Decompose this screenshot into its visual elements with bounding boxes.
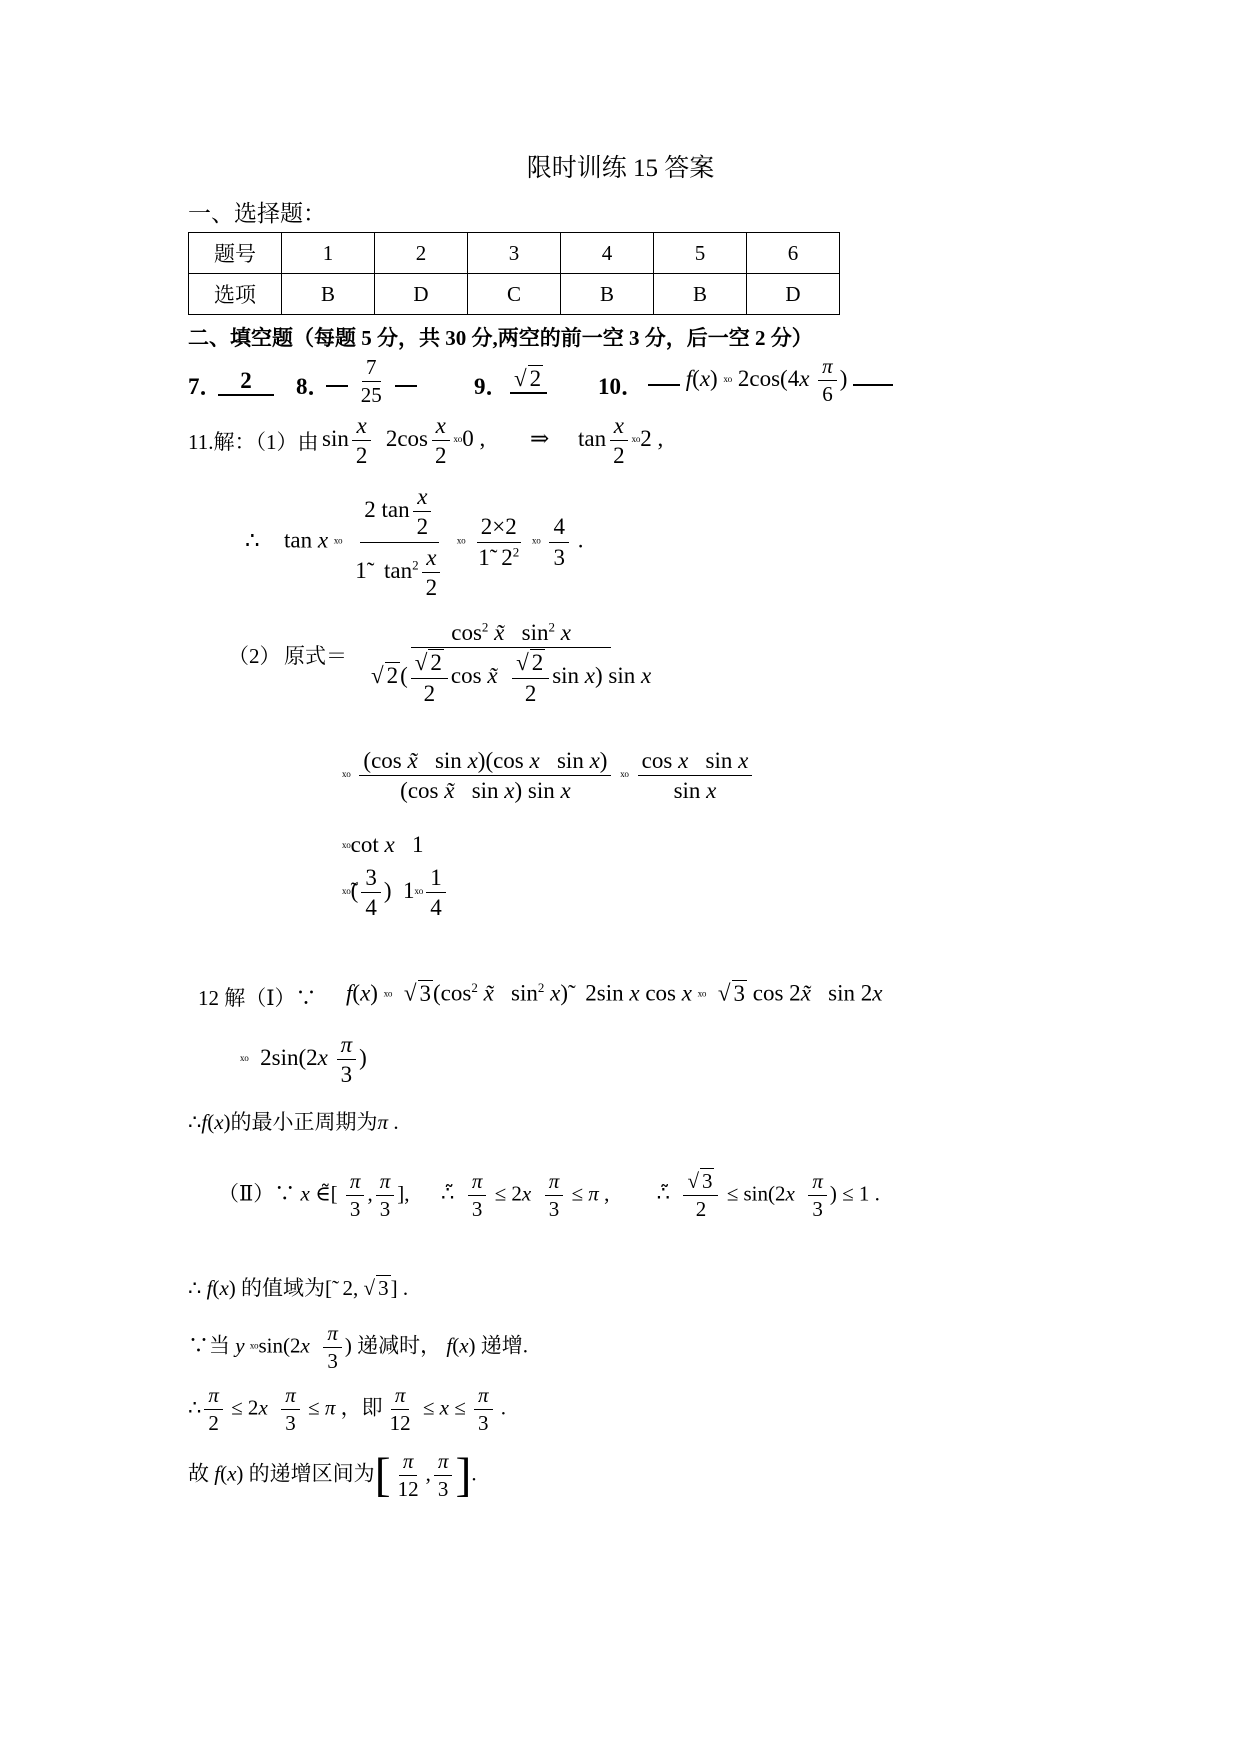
q12-range-x: [1000, 1180, 1001, 1181]
q12-period: ∴f(x)的最小正周期为π .: [188, 1110, 399, 1134]
q11-therefore: ∴: [245, 528, 260, 553]
q10-label: 10．: [598, 374, 644, 399]
q12-mono-mid: 递减时，: [357, 1333, 442, 1358]
table-cell: C: [468, 274, 561, 315]
q12-intro: 12 解（Ⅰ）∵: [198, 986, 317, 1010]
table-cell: D: [375, 274, 468, 315]
q9-label: 9．: [474, 374, 509, 399]
q12-final: 故 f(x) 的递增区间为[ $\frac{\pi}{12}$ , $\frac{\pi}{3}$ ].: [188, 1448, 477, 1502]
q12-ineq-res: [1000, 1394, 1001, 1395]
q12-ineq: ∴ $\frac{\pi}{2}$ ≤ 2x $\frac{\pi}{3}$ ≤ π ，即 $\frac{\pi}{12}$ ≤ x ≤ $\frac{\pi}{3}$ .: [188, 1383, 507, 1436]
q8-answer: [326, 356, 417, 407]
q12-period-mid: 的最小正周期为: [230, 1110, 378, 1134]
q9-value: 2: [529, 366, 542, 391]
q12-period-pre: ∴: [188, 1110, 202, 1134]
q12-mono-pre: ∵当: [188, 1333, 230, 1358]
q12-ineq-expr: [1000, 1390, 1001, 1391]
q9-answer: √ 2: [510, 366, 547, 394]
q12-range-val: [1000, 1280, 1001, 1281]
q12-range-text: 的值域为: [241, 1276, 326, 1300]
q11-intro: 11.解：（1）由: [188, 430, 319, 454]
q11-part2-text: [1000, 640, 1001, 641]
section-choice-heading: 一、选择题：: [188, 201, 326, 226]
q11-part2-label: （2）: [228, 644, 281, 668]
q7-label: 7．: [188, 374, 223, 399]
q12-expr-text: [1000, 990, 1001, 991]
q12-mono-expr: [1000, 1330, 1001, 1331]
table-cell: 1: [282, 233, 375, 274]
q11-tan-expr: tan x ˣᵒ 2 tan $\frac{x}{2}$ 1̃ $\tan^2$ $\frac{x}{2}$ ˣᵒ $\frac{2\times 2}{1̃ 2^2}$ ˣᵒ $\frac{4}{3}$ .: [284, 484, 584, 600]
q12-range-sin: [1000, 1188, 1001, 1189]
q12-part2-label: （Ⅱ）∵: [218, 1181, 296, 1206]
q11-step2-text: [1000, 840, 1001, 841]
q11-step-b: tan $\frac{x}{2}$ ˣᵒ2 ,: [578, 413, 664, 469]
table-cell: 3: [468, 233, 561, 274]
q7-value: 2: [218, 368, 274, 396]
q12-expr2: ˣᵒ 2sin(2x $\frac{\pi}{3}$ ): [240, 1032, 367, 1088]
q11-part2-prefix: 原式＝: [284, 644, 347, 668]
q12-mono: ∵当 y ˣᵒsin(2x $\frac{\pi}{3}$ ) 递减时， f(x) 递增.: [188, 1321, 529, 1374]
q12-final-interval: [1000, 1460, 1001, 1461]
table-cell: 6: [747, 233, 840, 274]
q8-label: 8．: [296, 374, 331, 399]
q11-step3: ˣᵒ̃( $\frac{3}{4}$ ) 1ˣᵒ $\frac{1}{4}$: [342, 865, 449, 921]
q12-expr: f(x) ˣᵒ √ $3(\cos^2$ x̃ $\sin^2$ x)̃ 2sin x cos x ˣᵒ √ 3 cos 2x̃ sin 2x: [346, 980, 883, 1006]
q12-part2: （Ⅱ）∵ x ∈̃[ $\frac{\pi}{3}$ , $\frac{\pi}{3}$ ], ∴̃ $\frac{\pi}{3}$ ≤ 2x $\frac{\pi}{3}$ ≤ π , ∴̃ $\frac{√ 3}{2}$ ≤ sin(2x $\frac{\pi}{3}$ ) ≤ 1 .: [218, 1169, 880, 1222]
q12-final-mid: 的递增区间为: [248, 1461, 375, 1486]
q11-step1: ˣᵒ $\frac{\text{(cos x̃ sin x)(cos x sin x)}}{\text{(cos x̃ sin x) sin x}}$ ˣᵒ $\frac{\text{cos x sin x}}{\text{sin x}}$: [342, 748, 755, 804]
q11-step2: ˣᵒcot x 1: [342, 832, 424, 857]
table-row-answers: [189, 274, 840, 315]
table-cell: B: [654, 274, 747, 315]
q11-step-a-text: [1000, 420, 1001, 421]
q10-answer-text: [1000, 330, 1001, 331]
q12-ineq-pre: ∴: [188, 1395, 202, 1420]
q8-denominator: 25: [360, 383, 382, 408]
q11-step-a: sin $\frac{x}{2}$ 2cos $\frac{x}{2}$ ˣᵒ0 ,: [322, 413, 486, 469]
q11-step-b-text: [1000, 424, 1001, 425]
table-cell: 2: [375, 233, 468, 274]
table-cell: B: [282, 274, 375, 315]
table-cell: 题号: [189, 233, 282, 274]
q11-part2-expr: $\cos^2$ x̃ $\sin^2 x$ √ 2( $\frac{√ 2}{2}$ cos x̃ $\frac{√ 2}{2}$ sin x) sin x: [371, 619, 652, 706]
q12-range-2x: [1000, 1184, 1001, 1185]
table-row-header: [189, 233, 840, 274]
q11-step3-text: [1000, 880, 1001, 881]
q12-expr2-text: [1000, 1040, 1001, 1041]
table-cell: 选项: [189, 274, 282, 315]
q11-step1-text: [1000, 760, 1001, 761]
q11-tan-line-text: [1000, 500, 1001, 501]
q8-numerator: 7: [362, 356, 381, 382]
q10-answer: f(x) ˣᵒ 2cos(4x $\frac{\pi}{6}$ ): [648, 355, 893, 406]
answer-table: [188, 232, 840, 315]
q12-ineq-mid: ，即: [340, 1395, 383, 1420]
q12-final-pre: 故: [188, 1461, 209, 1486]
table-cell: D: [747, 274, 840, 315]
table-cell: 5: [654, 233, 747, 274]
table-cell: B: [561, 274, 654, 315]
q12-period-val: π: [377, 1110, 389, 1134]
q7-answer: [218, 368, 274, 396]
page-title: 限时训练 15 答案: [526, 155, 715, 182]
table-cell: 4: [561, 233, 654, 274]
section-fill-heading: 二、填空题（每题 5 分，共 30 分,两空的前一空 3 分，后一空 2 分）: [188, 326, 813, 350]
q12-mono-end: 递增.: [480, 1333, 529, 1358]
q11-arrow: ⇒: [530, 426, 550, 451]
q12-range: ∴ f(x) 的值域为[̃ 2, √ 3] .: [188, 1276, 409, 1300]
